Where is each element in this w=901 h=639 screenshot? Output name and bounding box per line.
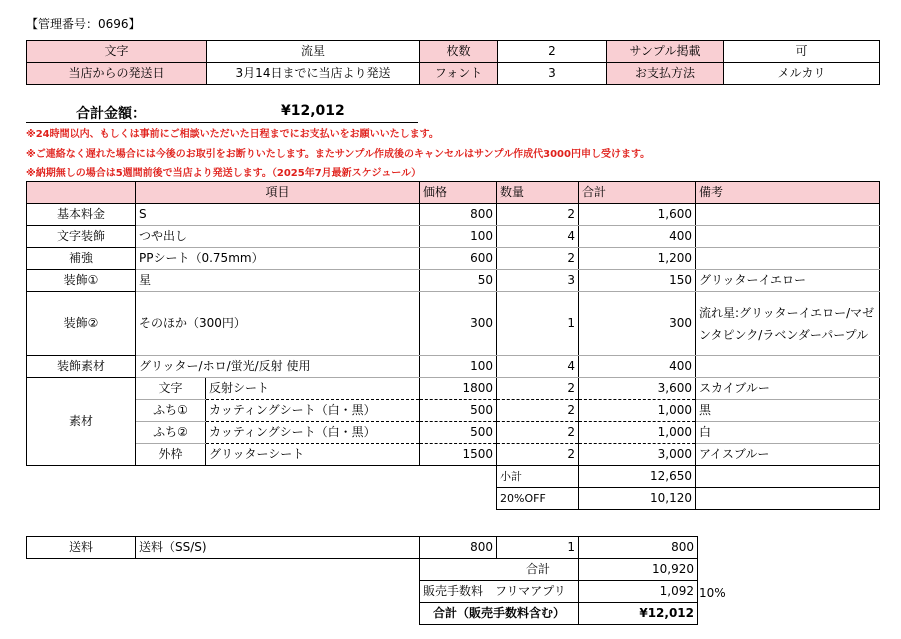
table-row: [27, 270, 880, 292]
total-label: 合計: [420, 559, 579, 581]
row-note: [696, 356, 880, 378]
shipping-table: [26, 536, 698, 625]
material-sum: 3,000: [579, 444, 696, 466]
row-item: つや出し: [136, 226, 420, 248]
table-row: [27, 204, 880, 226]
fee-row: [27, 581, 698, 603]
row-sum: 1,600: [579, 204, 696, 226]
material-sum: 3,600: [579, 378, 696, 400]
grand-spacer: [27, 603, 420, 625]
material-qty: 2: [497, 378, 579, 400]
order-summary-table: [26, 40, 880, 85]
shipping-item: 送料（SS/S): [136, 537, 420, 559]
subtotal-value: 12,650: [579, 466, 696, 488]
material-note: アイスブルー: [696, 444, 880, 466]
header-blank: [27, 182, 136, 204]
material-item: グリッターシート: [206, 444, 420, 466]
row-sum: 300: [579, 292, 696, 356]
summary-label-text: 文字: [27, 41, 207, 63]
header-price: 価格: [420, 182, 497, 204]
material-price: 1800: [420, 378, 497, 400]
material-row: [27, 444, 880, 466]
notice-delivery: ※納期無しの場合は5週間前後で当店より発送します。（2025年7月最新スケジュール）: [26, 168, 422, 179]
table-row: [27, 292, 880, 356]
row-price: 800: [420, 204, 497, 226]
summary-value-count: 2: [498, 41, 607, 63]
table-row: [27, 226, 880, 248]
row-price: 100: [420, 356, 497, 378]
subtotal-row: [27, 466, 880, 488]
total-amount-line: [26, 101, 418, 123]
row-note: [696, 204, 880, 226]
row-category: 基本料金: [27, 204, 136, 226]
material-part: ふち①: [136, 400, 206, 422]
row-note: [696, 248, 880, 270]
material-row: [27, 378, 880, 400]
subtotal-label: 小計: [497, 466, 579, 488]
fee-value: 1,092: [579, 581, 698, 603]
material-price: 500: [420, 400, 497, 422]
row-qty: 2: [497, 248, 579, 270]
discount-note: [696, 488, 880, 510]
row-price: 600: [420, 248, 497, 270]
row-category: 補強: [27, 248, 136, 270]
row-item: そのほか（300円）: [136, 292, 420, 356]
material-item: カッティングシート（白・黒）: [206, 422, 420, 444]
material-item: カッティングシート（白・黒）: [206, 400, 420, 422]
total-amount-value: ¥12,012: [281, 103, 345, 119]
total-value: 10,920: [579, 559, 698, 581]
row-price: 100: [420, 226, 497, 248]
summary-value-sample: 可: [724, 41, 880, 63]
notice-cancel: ※ご連絡なく遅れた場合には今後のお取引をお断りいたします。またサンプル作成後のキャンセルはサンプル作成代3000円申し受けます。: [26, 149, 651, 160]
summary-value-ship-date: 3月14日までに当店より発送: [207, 63, 420, 85]
row-qty: 2: [497, 204, 579, 226]
material-qty: 2: [497, 444, 579, 466]
material-price: 500: [420, 422, 497, 444]
table-row: [27, 248, 880, 270]
shipping-row: [27, 537, 698, 559]
row-item: PPシート（0.75mm）: [136, 248, 420, 270]
material-part: 外枠: [136, 444, 206, 466]
summary-row: [27, 63, 880, 85]
row-note: 流れ星:グリッターイエロー/マゼンタピンク/ラベンダーパープル: [696, 292, 880, 356]
detail-header-row: [27, 182, 880, 204]
summary-row: [27, 41, 880, 63]
material-row: [27, 400, 880, 422]
row-price: 50: [420, 270, 497, 292]
summary-label-font: フォント: [420, 63, 498, 85]
material-note: 白: [696, 422, 880, 444]
row-category: 装飾素材: [27, 356, 136, 378]
notice-payment: ※24時間以内、もしくは事前にご相談いただいた日程までにお支払いをお願いいたします。: [26, 129, 439, 140]
grand-total-value: ¥12,012: [579, 603, 698, 625]
material-part: 文字: [136, 378, 206, 400]
material-part: ふち②: [136, 422, 206, 444]
grand-total-label: 合計（販売手数料含む）: [420, 603, 579, 625]
row-sum: 1,200: [579, 248, 696, 270]
price-detail-table: [26, 181, 880, 510]
row-item: 星: [136, 270, 420, 292]
header-note: 備考: [696, 182, 880, 204]
row-price: 300: [420, 292, 497, 356]
shipping-category: 送料: [27, 537, 136, 559]
summary-value-payment: メルカリ: [724, 63, 880, 85]
row-sum: 400: [579, 226, 696, 248]
management-number: 【管理番号：0696】: [26, 17, 141, 31]
table-row: [27, 356, 880, 378]
row-note: [696, 226, 880, 248]
material-sum: 1,000: [579, 400, 696, 422]
total-amount-label: 合計金額：: [76, 106, 146, 122]
material-row: [27, 422, 880, 444]
row-qty: 4: [497, 356, 579, 378]
header-item: 項目: [136, 182, 420, 204]
row-note: グリッターイエロー: [696, 270, 880, 292]
total-row: [27, 559, 698, 581]
row-qty: 4: [497, 226, 579, 248]
grand-total-row: [27, 603, 698, 625]
summary-label-payment: お支払方法: [607, 63, 724, 85]
material-note: 黒: [696, 400, 880, 422]
material-item: 反射シート: [206, 378, 420, 400]
row-sum: 400: [579, 356, 696, 378]
subtotal-spacer: [27, 466, 497, 488]
row-qty: 1: [497, 292, 579, 356]
summary-label-ship-date: 当店からの発送日: [27, 63, 207, 85]
summary-value-font: 3: [498, 63, 607, 85]
fee-note: 10%: [699, 586, 726, 600]
row-category: 装飾①: [27, 270, 136, 292]
material-note: スカイブルー: [696, 378, 880, 400]
summary-label-sample: サンプル掲載: [607, 41, 724, 63]
discount-spacer: [27, 488, 497, 510]
discount-row: [27, 488, 880, 510]
total-spacer: [27, 559, 420, 581]
row-item: グリッター/ホロ/蛍光/反射 使用: [136, 356, 420, 378]
summary-value-text: 流星: [207, 41, 420, 63]
shipping-sum: 800: [579, 537, 698, 559]
fee-spacer: [27, 581, 420, 603]
material-qty: 2: [497, 422, 579, 444]
material-sum: 1,000: [579, 422, 696, 444]
material-category: 素材: [27, 378, 136, 466]
discount-label: 20%OFF: [497, 488, 579, 510]
discount-value: 10,120: [579, 488, 696, 510]
subtotal-note: [696, 466, 880, 488]
row-category: 装飾②: [27, 292, 136, 356]
header-qty: 数量: [497, 182, 579, 204]
row-sum: 150: [579, 270, 696, 292]
row-category: 文字装飾: [27, 226, 136, 248]
row-qty: 3: [497, 270, 579, 292]
fee-label: 販売手数料 フリマアプリ: [420, 581, 579, 603]
header-sum: 合計: [579, 182, 696, 204]
summary-label-count: 枚数: [420, 41, 498, 63]
material-price: 1500: [420, 444, 497, 466]
row-item: S: [136, 204, 420, 226]
shipping-qty: 1: [497, 537, 579, 559]
shipping-price: 800: [420, 537, 497, 559]
material-qty: 2: [497, 400, 579, 422]
